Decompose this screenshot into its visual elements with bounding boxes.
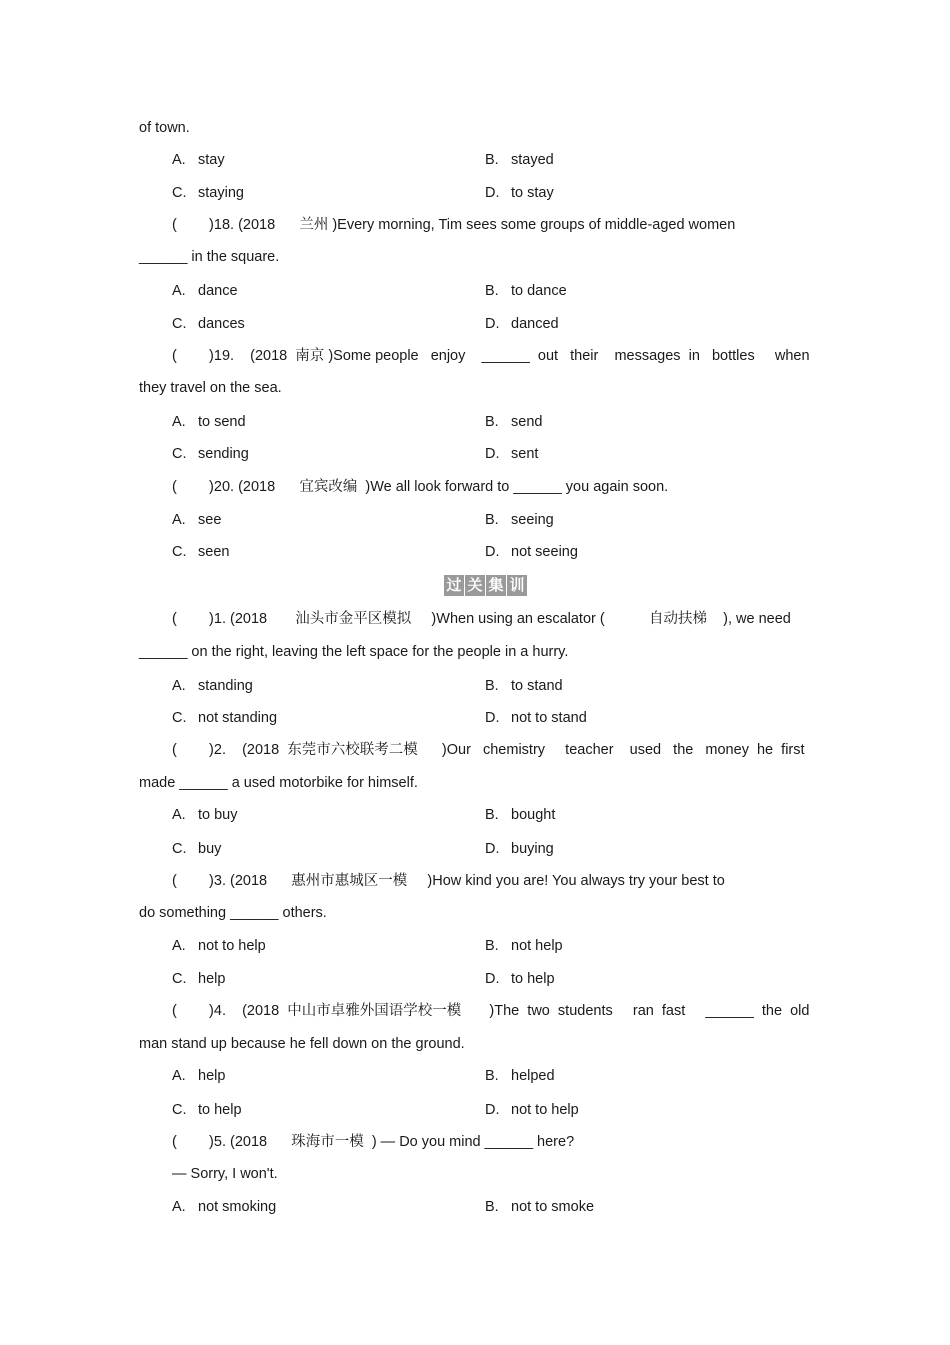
practice-1-continuation: ______ on the right, leaving the left space for the people in a hurry. xyxy=(139,644,569,660)
option-17-d: D. to stay xyxy=(485,185,554,201)
practice-2-continuation: made ______ a used motorbike for himself. xyxy=(139,775,418,791)
option-19-a: A. to send xyxy=(172,414,246,430)
practice-4-option-d: D. not to help xyxy=(485,1102,579,1118)
practice-2-option-c: C. buy xyxy=(172,841,222,857)
option-20-a: A. see xyxy=(172,512,222,528)
practice-5-continuation: — Sorry, I won't. xyxy=(172,1166,278,1182)
option-17-c: C. staying xyxy=(172,185,244,201)
practice-3-option-b: B. not help xyxy=(485,938,563,954)
section-title-char-1: 过 xyxy=(444,575,464,596)
practice-4-stem: ( )4. (2018 中山市卓雅外国语学校一模 )The two students ran fast ______ the old xyxy=(172,1003,810,1019)
question-18-stem: ( )18. (2018 兰州 )Every morning, Tim sees some groups of middle-aged women xyxy=(172,217,736,233)
option-19-c: C. sending xyxy=(172,446,249,462)
section-title xyxy=(444,575,527,597)
question-17-continuation: of town. xyxy=(139,120,190,136)
option-19-d: D. sent xyxy=(485,446,539,462)
practice-3-stem: ( )3. (2018 惠州市惠城区一模 )How kind you are! You always try your best to xyxy=(172,873,725,889)
option-19-b: B. send xyxy=(485,414,543,430)
practice-3-option-a: A. not to help xyxy=(172,938,266,954)
practice-3-option-c: C. help xyxy=(172,971,226,987)
practice-1-option-d: D. not to stand xyxy=(485,710,587,726)
practice-5-stem: ( )5. (2018 珠海市一模 ) — Do you mind ______ here? xyxy=(172,1134,575,1150)
option-18-b: B. to dance xyxy=(485,283,567,299)
practice-4-option-b: B. helped xyxy=(485,1068,555,1084)
practice-1-option-b: B. to stand xyxy=(485,678,563,694)
practice-1-option-c: C. not standing xyxy=(172,710,278,726)
practice-2-option-a: A. to buy xyxy=(172,807,238,823)
practice-1-stem: ( )1. (2018 汕头市金平区模拟 )When using an escalator ( 自动扶梯 ), we need xyxy=(172,611,791,627)
option-18-c: C. dances xyxy=(172,316,245,332)
practice-5-option-b: B. not to smoke xyxy=(485,1199,595,1215)
option-18-d: D. danced xyxy=(485,316,559,332)
question-19-continuation: they travel on the sea. xyxy=(139,380,282,396)
practice-2-option-b: B. bought xyxy=(485,807,556,823)
practice-2-stem: ( )2. (2018 东莞市六校联考二模 )Our chemistry teacher used the money he first xyxy=(172,742,805,758)
practice-5-option-a: A. not smoking xyxy=(172,1199,277,1215)
practice-4-option-a: A. help xyxy=(172,1068,226,1084)
practice-3-continuation: do something ______ others. xyxy=(139,905,327,921)
section-title-char-3: 集 xyxy=(486,575,506,596)
practice-2-option-d: D. buying xyxy=(485,841,554,857)
section-title-char-2: 关 xyxy=(465,575,485,596)
section-title-char-4: 训 xyxy=(507,575,527,596)
option-20-b: B. seeing xyxy=(485,512,554,528)
question-20-stem: ( )20. (2018 宜宾改编 )We all look forward to ______ you again soon. xyxy=(172,479,669,495)
practice-4-option-c: C. to help xyxy=(172,1102,242,1118)
practice-3-option-d: D. to help xyxy=(485,971,555,987)
option-18-a: A. dance xyxy=(172,283,238,299)
option-20-d: D. not seeing xyxy=(485,544,578,560)
question-18-continuation: ______ in the square. xyxy=(139,249,280,265)
option-17-a: A. stay xyxy=(172,152,225,168)
option-20-c: C. seen xyxy=(172,544,230,560)
practice-4-continuation: man stand up because he fell down on the ground. xyxy=(139,1036,465,1052)
option-17-b: B. stayed xyxy=(485,152,554,168)
practice-1-option-a: A. standing xyxy=(172,678,253,694)
question-19-stem: ( )19. (2018 南京 )Some people enjoy ______ out their messages in bottles when xyxy=(172,348,810,364)
